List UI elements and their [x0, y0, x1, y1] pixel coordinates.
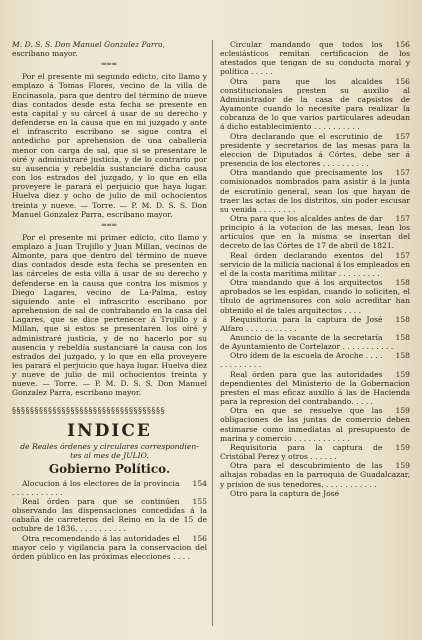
- index-entry-text: Requisitoria para la captura de José Alfaro . . . . . . . . . . .: [220, 314, 383, 333]
- index-entry: [220, 443, 410, 461]
- separator: ═══: [101, 220, 118, 229]
- index-entry: [220, 132, 410, 169]
- index-entry-text: Otra para que los alcaldes antes de dar principio á la votacion de las mesas, lean los artículos que en la misma se insertan del decreto de las Córtes de 17 de abril de 1821.: [220, 213, 410, 251]
- index-entry-page: 156: [395, 40, 410, 49]
- index-entry: [220, 370, 410, 407]
- index-entry: [220, 168, 410, 214]
- index-entry: [220, 278, 410, 315]
- index-entry: [220, 461, 410, 488]
- index-entry-text: Anuncio de la vacante de la secretaría de Ayuntamiento de Cortelazor . . . . . . . . . . .: [220, 333, 394, 352]
- index-entry-page: 159: [395, 461, 410, 471]
- index-entry-text: Requisitoria para la captura de Cristóbal Perez y otros . . . . . .: [220, 442, 383, 462]
- index-entry-text: Real órden para que las autoridades dependientes del Ministerio de la Gobernacion presten el mas eficaz auxilio á las de Hacienda para la represion del contrabando. . . . .: [220, 369, 410, 407]
- separator: ═══: [101, 60, 118, 69]
- index-entry-text: Otra en que se resuelve que las obligaciones de las juntas de comercio deben estimarse como inmediatas al presupuesto de marina y comercio . . . . . . . . . . . .: [220, 406, 410, 443]
- left-column: [12, 40, 207, 626]
- index-entry-page: 158: [395, 278, 410, 288]
- index-entries: [12, 479, 207, 561]
- index-entry: [220, 251, 410, 278]
- section-title: Gobierno Político.: [48, 461, 171, 476]
- index-entry-text: Real órden declarando exentos del servicio de la milicia nacional á los empleados en el de la costa marítima militar . . . . . . . . .: [220, 250, 410, 278]
- index-entry: [220, 351, 410, 369]
- edict-second: Por el presente mi segundo edicto, cito llamo y emplazo á Tomas Flores, vecino de la villa de Encinasola, para que dentro del término de nueve dias contados desde esta fecha se presente en esta capital y su cárcel á usar de su derecho y defenderse en la causa que en mi juzgado y ante el infrascrito escribano se sigue contra el antedicho por aprehension de una caballería menor con carga de sal, que si se presentare le oiré y administraré justicia, y de lo contrario por su ausencia y rebeldía sustanciaré dicha causa con los estrados del juzgado, y lo que en ella proveyere le parará el perjuicio que haya lugar. Huelva diez y ocho de julio de mil ochocientos treinta y nueve. — Torre. — P. M. D. S. S. Don Manuel Gonzalez Parra, escribano mayor.: [12, 72, 207, 219]
- index-entry-page: 158: [395, 351, 410, 361]
- index-entry: [220, 77, 410, 132]
- edict-first: Por el presente mi primer edicto, cito llamo y emplazo á Juan Trujillo y Juan Millan, vecinos de Almonte, para que dentro del término de nueve dias contados desde esta fecha se presenten en las cárceles de esta villa á usar de su derecho y defenderse en la causa que contra los mismos y Diego Lagares, vecino de La-Palma, estoy siguiendo ante el infrascrito escribano por aprehension de sal de contrabando en la casa del Lagares, que se dice pertenecer á Trujillo y á Millan, que si estos se presentaren los oiré y administraré justicia, y de no hacerlo por su ausencia y rebeldía sustanciaré la causa con los estrados del juzgado, y lo que en ella proveyere les parará el perjuicio que haya lugar. Huelva diez y nueve de julio de mil ochocientos treinta y nueve. — Torre. — P. M. D. S. S. Don Manuel Gonzalez Parra, escribano mayor.: [12, 232, 207, 398]
- index-entry: [220, 40, 410, 77]
- index-entry-page: 156: [192, 533, 207, 543]
- ornamental-border: §§§§§§§§§§§§§§§§§§§§§§§§§§§§§§§§§§: [12, 405, 165, 415]
- index-entry: [12, 479, 207, 497]
- index-entry-page: 158: [395, 314, 410, 324]
- index-entry: [12, 497, 207, 534]
- signature-title: escribano mayor.: [12, 49, 78, 59]
- index-entry: [220, 315, 410, 333]
- index-entry-page: 157: [395, 131, 410, 141]
- index-entry-page: 154: [192, 478, 207, 488]
- index-entry-text: Circular mandando que todos los eclesiásticos remitan certificacion de los atestados que tengan de su conducta moral y política . . . . .: [220, 40, 410, 77]
- index-entry: [220, 333, 410, 351]
- index-entry-text: Otro para la captura de José: [230, 488, 340, 498]
- column-divider: [212, 40, 213, 626]
- index-subtitle: tes al mes de JULIO.: [70, 450, 149, 460]
- index-entry: [220, 214, 410, 251]
- index-entry-page: 159: [395, 406, 410, 416]
- index-entry-text: Otra recomendando á las autoridades el mayor celo y vigilancia para la conservacion del órden público en las próximas elecciones . . . .: [12, 533, 207, 561]
- index-title: INDICE: [67, 420, 152, 441]
- index-entry-text: Alocucion á los electores de la provincia . . . . . . . . . . .: [12, 478, 180, 497]
- index-entry-text: Otra mandando que precisamente los comisionados nombrados para asistir á la junta de escrutinio general, sean los que hayan de traer las actas de los distritos, sin poder escusar su venida . . . . . . . .: [220, 168, 410, 214]
- index-entry-text: Otra para el descubrimiento de las alhajas robadas en la parroquia de Guadalcazar, y prision de sus tenedores. . . . . . . . . . . .: [220, 461, 410, 489]
- index-entry: [12, 534, 207, 561]
- index-entry-page: 157: [395, 213, 410, 223]
- index-entry: [220, 406, 410, 443]
- index-entry-page: 157: [395, 250, 410, 260]
- index-entry-page: 159: [395, 369, 410, 379]
- index-entry-text: Otra para que los alcaldes constitucionales presten su auxilio al Administrador de la casa de capsistos de Ayamonte cuando lo necesite para realizar la cobranza de lo que varios particulares adeudan á dicho establecimiento . . . . . . . . . .: [220, 76, 410, 132]
- index-entry-text: Real órden para que se continúen observando las dispensaciones concedidas á la cabaña de carreteros del Reino en la de 15 de octubre de 1836. . . . . . . . . . .: [12, 496, 207, 534]
- index-entries: [220, 40, 410, 498]
- index-entry-page: 157: [395, 168, 410, 178]
- index-entry-page: 159: [395, 442, 410, 452]
- signature-line: M. D. S. S. Don Manuel Gonzalez Parra,: [12, 40, 166, 49]
- index-entry-text: Otra declarando que el escrutinio de presidente y secretarios de las mesas para la eleccion de Diputados á Córtes, debe ser á presencia de los electores . . . . . . . . . .: [220, 131, 410, 169]
- index-subtitle: de Reales órdenes y circulares correspondien-: [20, 441, 199, 451]
- index-entry: [220, 489, 410, 498]
- index-entry-text: Otro ídem de la escuela de Aroche . . . . . . . . . . . . .: [220, 351, 383, 370]
- index-entry-page: 155: [192, 496, 207, 506]
- index-entry-page: 158: [395, 333, 410, 342]
- right-column: [220, 40, 410, 626]
- index-entry-text: Otra mandando que á los arquitectos aprobados se les espidan, cuando lo soliciten, el título de agrimensores con solo acreditar han obtenido el de tales arquitectos . . . .: [220, 278, 410, 315]
- index-entry-page: 156: [395, 76, 410, 86]
